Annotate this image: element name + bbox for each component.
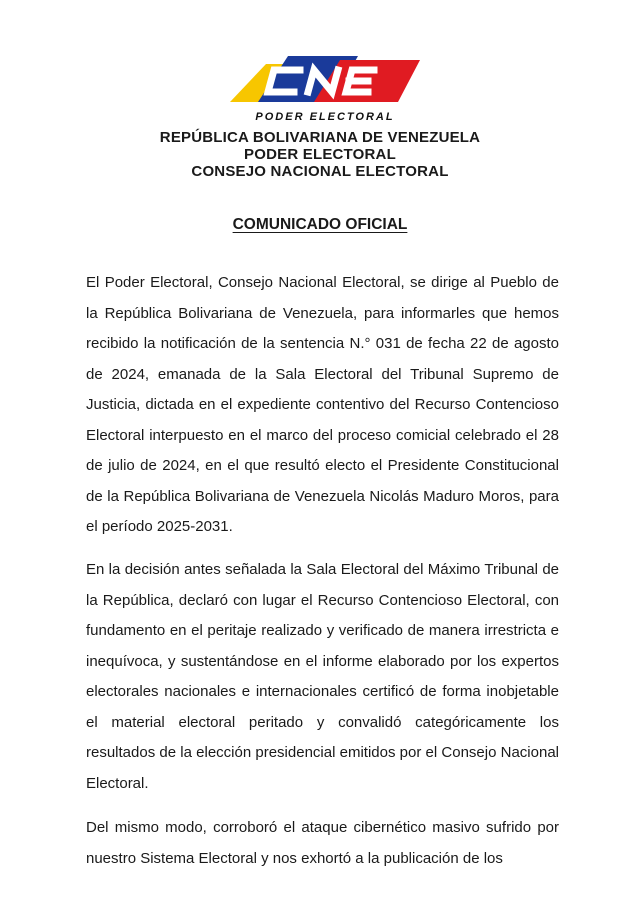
header-country: REPÚBLICA BOLIVARIANA DE VENEZUELA: [159, 129, 481, 146]
document-title: COMUNICADO OFICIAL: [232, 216, 408, 233]
logo-caption: PODER ELECTORAL: [255, 111, 395, 123]
paragraph-1: El Poder Electoral, Consejo Nacional Electoral, se dirige al Pueblo de la República Bolivariana de Venezuela, para informarles que hemos recibido la notificación de la sentencia N.° 031 de fecha 22 de agosto de 2024, emanada de la Sala Electoral del Tribunal Supremo de Justicia, dictada en el expediente contentivo del Recurso Contencioso Electoral interpuesto en el marco del proceso comicial celebrado el 28 de julio de 2024, en el que resultó electo el Presidente Constitucional de la República Bolivariana de Venezuela Nicolás Maduro Moros, para el período 2025-2031.: [86, 274, 559, 535]
cne-logo-graphic: [228, 50, 422, 126]
header-branch: PODER ELECTORAL: [244, 146, 396, 163]
cne-logo: [228, 50, 422, 126]
header-council: CONSEJO NACIONAL ELECTORAL: [191, 163, 449, 180]
paragraph-3: Del mismo modo, corroboró el ataque cibernético masivo sufrido por nuestro Sistema Electoral y nos exhortó a la publicación de los: [86, 819, 559, 867]
paragraph-2: En la decisión antes señalada la Sala Electoral del Máximo Tribunal de la República, declaró con lugar el Recurso Contencioso Electoral, con fundamento en el peritaje realizado y verificado de manera irrestricta e inequívoca, y sustentándose en el informe elaborado por los expertos electorales nacionales e internacionales certificó de forma inobjetable el material electoral peritado y convalidó categóricamente los resultados de la elección presidencial emitidos por el Consejo Nacional Electoral.: [86, 561, 559, 792]
